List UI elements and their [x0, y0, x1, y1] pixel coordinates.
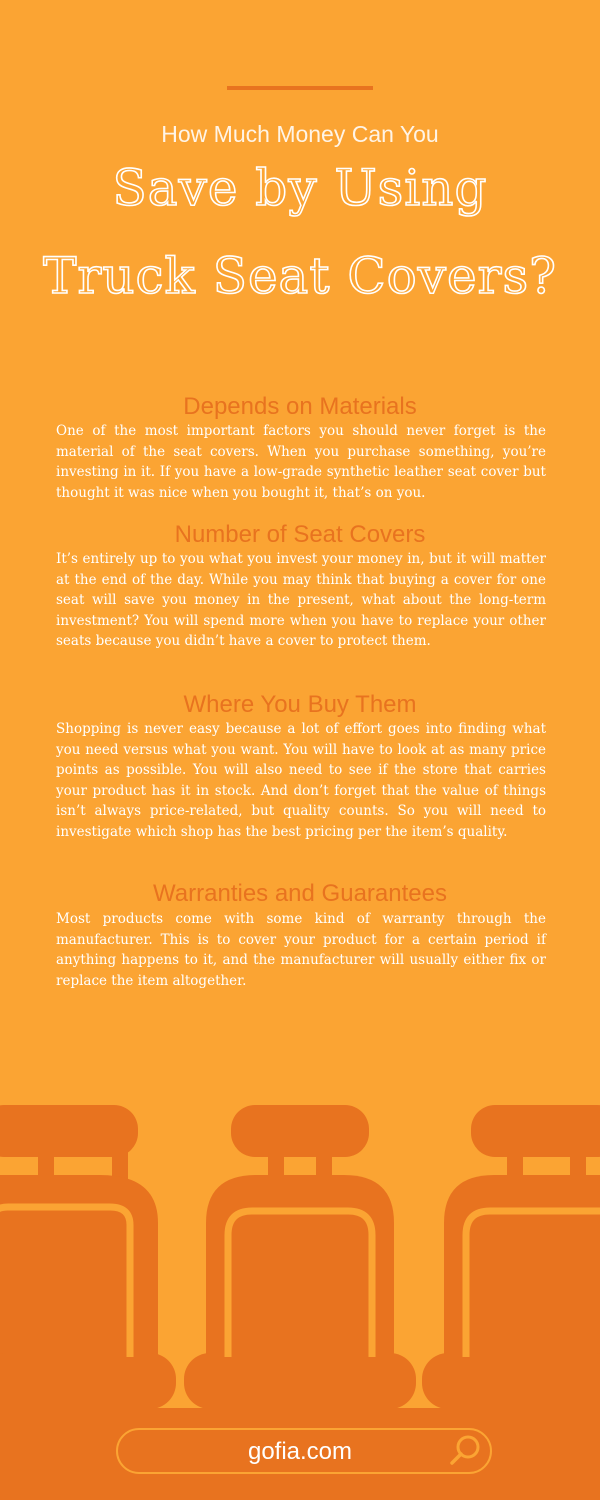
- seat-middle-icon: [206, 1105, 394, 1357]
- section-heading-number: Number of Seat Covers: [174, 521, 426, 548]
- section-heading-warranties: Warranties and Guarantees: [153, 880, 447, 907]
- title-line-1: Save by Using: [112, 159, 488, 217]
- seats-illustration: [0, 1095, 600, 1410]
- section-body-warranties: Most products come with some kind of warranty through the manufacturer. This is to cover your product for a certain period if anything happens to it, and the manufacturer will usually either fix or replace the item altogether.: [56, 911, 546, 989]
- top-divider: [227, 86, 373, 90]
- section-body-number: It’s entirely up to you what you invest your money in, but it will matter at the end of the day. While you may think that buying a cover for one seat will save you money in the present, what about the long-term investment? You will spend more when you have to replace your other seats because you didn’t have a cover to protect them.: [56, 551, 546, 649]
- section-heading-materials: Depends on Materials: [183, 393, 417, 420]
- search-icon[interactable]: [448, 1434, 482, 1468]
- title-kicker: How Much Money Can You: [161, 121, 439, 147]
- section-body-materials: One of the most important factors you should never forget is the material of the seat covers. When you purchase something, you’re investing in it. If you have a low-grade synthetic leather seat cover but thought it was nice when you bought it, that’s on you.: [56, 423, 546, 501]
- section-heading-where: Where You Buy Them: [183, 691, 417, 718]
- footer-site-text[interactable]: gofia.com: [247, 1438, 353, 1465]
- section-body-where: Shopping is never easy because a lot of effort goes into finding what you need versus what you want. You will have to look at as many price points as possible. You will also need to see if the store that carries your product has it in stock. And don’t forget that the value of things isn’t always price-related, but quality counts. So you will need to investigate which shop has the best pricing per the item’s quality.: [56, 721, 546, 840]
- seat-left-icon: [0, 1105, 158, 1357]
- title-line-2: Truck Seat Covers?: [43, 247, 557, 305]
